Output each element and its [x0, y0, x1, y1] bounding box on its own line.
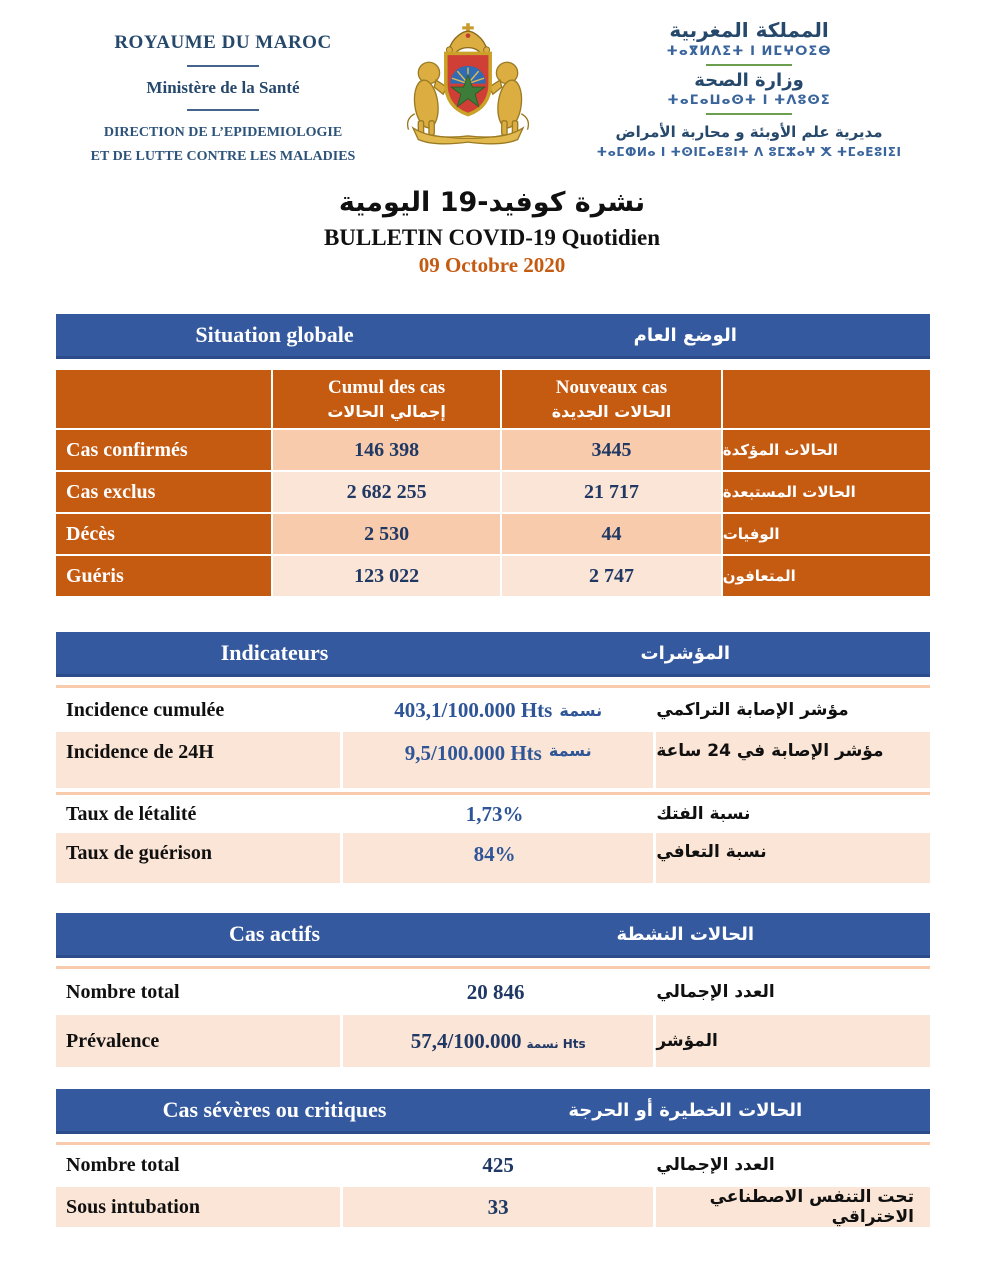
column-header-ar: إجمالي الحالات: [327, 402, 446, 422]
indicator-row: [56, 685, 930, 732]
row-label-ar: المؤشر: [656, 1015, 930, 1067]
value-number: 20 846: [466, 979, 525, 1004]
crown-icon: [446, 23, 489, 54]
row-label-fr: Taux de guérison: [56, 833, 340, 883]
row-value: [343, 969, 653, 1015]
row-label-ar: الوفيات: [723, 514, 930, 554]
value-number: 9,5/100.000 Hts: [404, 741, 542, 766]
divider-line: [187, 65, 259, 67]
cell-nouveaux: 21 717: [502, 472, 721, 512]
row-label-ar: نسبة الفتك: [656, 804, 751, 825]
kingdom-title-tifinagh: ⵜⴰⴳⵍⴷⵉⵜ ⵏ ⵍⵎⵖⵔⵉⴱ: [666, 44, 832, 59]
shield-icon: [446, 53, 490, 114]
banner-label-ar: الوضع العام: [633, 324, 737, 346]
indicator-row: [56, 833, 930, 883]
coat-of-arms-icon: [397, 20, 539, 156]
value-number: 33: [487, 1194, 509, 1219]
cas-severes-row: [56, 1187, 930, 1227]
section-banner-situation-globale: [56, 314, 930, 359]
indicator-row: [56, 792, 930, 833]
banner-label-fr: Indicateurs: [220, 640, 329, 666]
section-banner-cas-severes: [56, 1089, 930, 1134]
row-label-fr: Incidence cumulée: [66, 698, 225, 721]
direction-line-1: DIRECTION DE L’EPIDEMIOLOGIE: [103, 125, 343, 140]
value-suffix: نسمة: [548, 741, 592, 761]
row-label-fr: Incidence de 24H: [56, 732, 340, 788]
ministry-block-ar: [548, 18, 950, 159]
value-number: 403,1/100.000 Hts: [394, 697, 553, 722]
row-label-fr: Cas confirmés: [56, 430, 271, 470]
table-corner-cell: [56, 370, 271, 428]
cell-cumul: 2 682 255: [273, 472, 500, 512]
value-number: 57,4/100.000: [410, 1028, 522, 1053]
row-label-ar: الحالات المستبعدة: [723, 472, 930, 512]
cas-severes-row: [56, 1142, 930, 1185]
bulletin-title-ar: نشرة كوفيد-19 اليومية: [338, 187, 646, 219]
row-label-ar: العدد الإجمالي: [656, 1155, 775, 1176]
situation-globale-table: [56, 370, 930, 596]
document-header: [0, 0, 984, 167]
cell-cumul: 123 022: [273, 556, 500, 596]
row-label-ar: المتعافون: [723, 556, 930, 596]
value-number: 1,73%: [465, 801, 524, 826]
value-number: 425: [482, 1152, 514, 1177]
cell-cumul: 146 398: [273, 430, 500, 470]
section-banner-cas-actifs: [56, 913, 930, 958]
cas-actifs-row: [56, 966, 930, 1015]
row-value: [343, 1145, 653, 1185]
value-suffix: نسمة: [559, 700, 603, 720]
divider-line-green: [706, 64, 792, 66]
column-header-cumul: [273, 370, 500, 428]
value-suffix: Hts نسمة: [526, 1037, 586, 1052]
cell-nouveaux: 2 747: [502, 556, 721, 596]
row-label-ar: تحت التنفس الاصطناعي الاختراقي: [656, 1187, 930, 1227]
row-label-fr: Nombre total: [66, 980, 180, 1003]
morocco-coat-of-arms-logo: [388, 18, 548, 156]
ministry-block-fr: [58, 18, 388, 167]
lion-right-icon: [489, 62, 528, 135]
cas-actifs-row: [56, 1015, 930, 1067]
row-label-fr: Sous intubation: [56, 1187, 340, 1227]
banner-label-fr: Cas actifs: [228, 921, 321, 947]
banner-label-fr: Cas sévères ou critiques: [162, 1097, 387, 1123]
row-label-fr: Guéris: [56, 556, 271, 596]
value-number: 84%: [473, 842, 516, 867]
column-header-nouveaux: [502, 370, 721, 428]
row-value: [343, 1187, 653, 1227]
banner-label-ar: المؤشرات: [640, 642, 730, 664]
row-value: [343, 833, 653, 883]
kingdom-title-fr: ROYAUME DU MAROC: [114, 32, 332, 53]
banner-label-ar: الحالات الخطيرة أو الحرجة: [568, 1099, 803, 1121]
cell-cumul: 2 530: [273, 514, 500, 554]
ministry-title-tifinagh: ⵜⴰⵎⴰⵡⴰⵙⵜ ⵏ ⵜⴷⵓⵙⵉ: [667, 93, 831, 108]
row-value: [343, 1015, 653, 1067]
row-value: [343, 688, 653, 732]
row-label-ar: مؤشر الإصابة في 24 ساعة: [656, 732, 930, 788]
cell-nouveaux: 3445: [502, 430, 721, 470]
column-header-fr: Nouveaux cas: [555, 377, 668, 399]
row-label-ar: مؤشر الإصابة التراكمي: [656, 700, 849, 721]
divider-line-green: [706, 113, 792, 115]
bulletin-date: 09 Octobre 2020: [418, 253, 566, 278]
column-header-fr: Cumul des cas: [328, 377, 446, 399]
indicator-row: [56, 732, 930, 788]
row-label-ar: نسبة التعافي: [656, 833, 930, 883]
table-corner-cell: [723, 370, 930, 428]
lion-left-icon: [408, 62, 447, 135]
row-label-fr: Taux de létalité: [66, 802, 197, 825]
ministry-title-fr: Ministère de la Santé: [146, 78, 300, 97]
column-header-ar: الحالات الجديدة: [551, 402, 672, 422]
direction-line-2: ET DE LUTTE CONTRE LES MALADIES: [90, 148, 356, 164]
bulletin-title-fr: BULLETIN COVID-19 Quotidien: [323, 225, 661, 251]
row-label-ar: الحالات المؤكدة: [723, 430, 930, 470]
divider-line: [187, 109, 259, 111]
row-label-fr: Cas exclus: [56, 472, 271, 512]
direction-title-tifinagh: ⵜⴰⵎⵀⵍⴰ ⵏ ⵜⵙⵏⵎⴰⴹⵓⵏⵜ ⴷ ⵓⵎⵣⴰⵖ ⵅ ⵜⵎⴰⴹⵓⵏⵉⵏ: [596, 145, 902, 159]
row-value: [343, 795, 653, 833]
direction-title-ar: مديرية علم الأوبئة و محاربة الأمراض: [615, 123, 883, 141]
bulletin-title-block: [0, 187, 984, 278]
row-label-fr: Nombre total: [66, 1153, 180, 1176]
row-value: [343, 732, 653, 788]
row-label-ar: العدد الإجمالي: [656, 982, 775, 1003]
banner-label-fr: Situation globale: [195, 322, 354, 348]
section-banner-indicateurs: [56, 632, 930, 677]
cell-nouveaux: 44: [502, 514, 721, 554]
row-label-fr: Décès: [56, 514, 271, 554]
kingdom-title-ar: المملكة المغربية: [669, 18, 829, 42]
row-label-fr: Prévalence: [56, 1015, 340, 1067]
banner-label-ar: الحالات النشطة: [616, 923, 754, 945]
ministry-title-ar: وزارة الصحة: [694, 70, 804, 91]
